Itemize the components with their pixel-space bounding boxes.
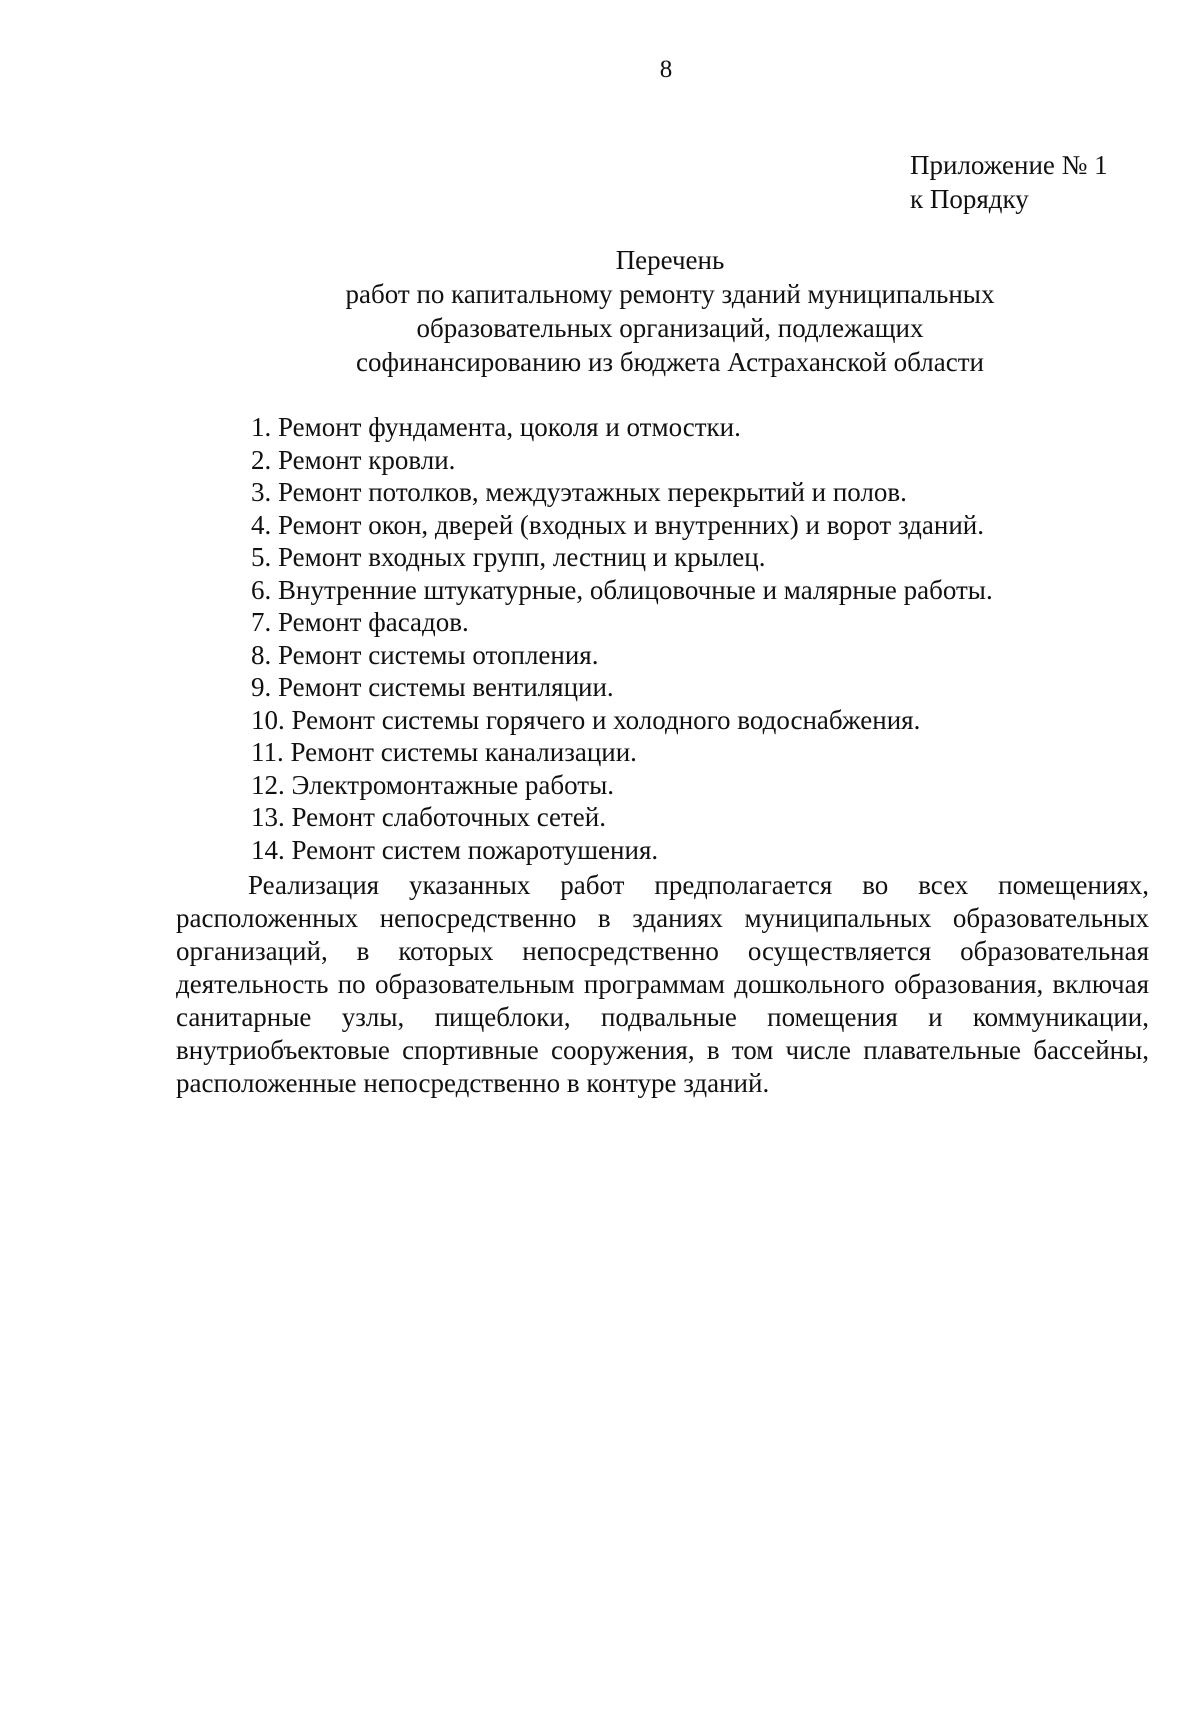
page-number: 8 bbox=[659, 56, 673, 83]
list-item: 8. Ремонт системы отопления. bbox=[251, 639, 599, 670]
title-line-3: образовательных организаций, подлежащих bbox=[416, 313, 924, 343]
list-item: 13. Ремонт слаботочных сетей. bbox=[251, 802, 606, 832]
title-line-4: софинансированию из бюджета Астраханской области bbox=[356, 347, 984, 377]
title-line-1: Перечень bbox=[615, 245, 725, 275]
list-item: 10. Ремонт системы горячего и холодного водоснабжения. bbox=[251, 704, 921, 735]
list-item: 12. Электромонтажные работы. bbox=[251, 769, 614, 800]
works-list bbox=[251, 411, 993, 866]
document-title bbox=[280, 243, 1060, 379]
appendix-line-2: к Порядку bbox=[910, 184, 1029, 214]
appendix-line-1: Приложение № 1 bbox=[910, 150, 1108, 180]
list-item: 7. Ремонт фасадов. bbox=[251, 607, 469, 637]
list-item: 1. Ремонт фундамента, цоколя и отмостки. bbox=[251, 412, 741, 442]
list-item: 6. Внутренние штукатурные, облицовочные и малярные работы. bbox=[251, 574, 993, 605]
list-item: 4. Ремонт окон, дверей (входных и внутренних) и ворот зданий. bbox=[251, 509, 984, 540]
implementation-paragraph: Реализация указанных работ предполагается во всех помещениях, расположенных непосредственно в зданиях муниципальных образовательных организаций, в которых непосредственно осуществляется образовательная деятельность по образовательным программам дошкольного образования, включая санитарные узлы, пищеблоки, подвальные помещения и коммуникации, внутриобъектовые спортивные сооружения, в том числе плавательные бассейны, расположенные непосредственно в контуре зданий. bbox=[176, 870, 1149, 1098]
list-item: 14. Ремонт систем пожаротушения. bbox=[251, 834, 659, 865]
list-item: 2. Ремонт кровли. bbox=[251, 444, 456, 475]
appendix-reference bbox=[910, 148, 1108, 216]
list-item: 11. Ремонт системы канализации. bbox=[251, 737, 637, 767]
list-item: 3. Ремонт потолков, междуэтажных перекрытий и полов. bbox=[251, 477, 907, 507]
list-item: 9. Ремонт системы вентиляции. bbox=[251, 672, 614, 702]
title-line-2: работ по капитальному ремонту зданий муниципальных bbox=[345, 279, 995, 309]
list-item: 5. Ремонт входных групп, лестниц и крылец. bbox=[251, 542, 766, 572]
